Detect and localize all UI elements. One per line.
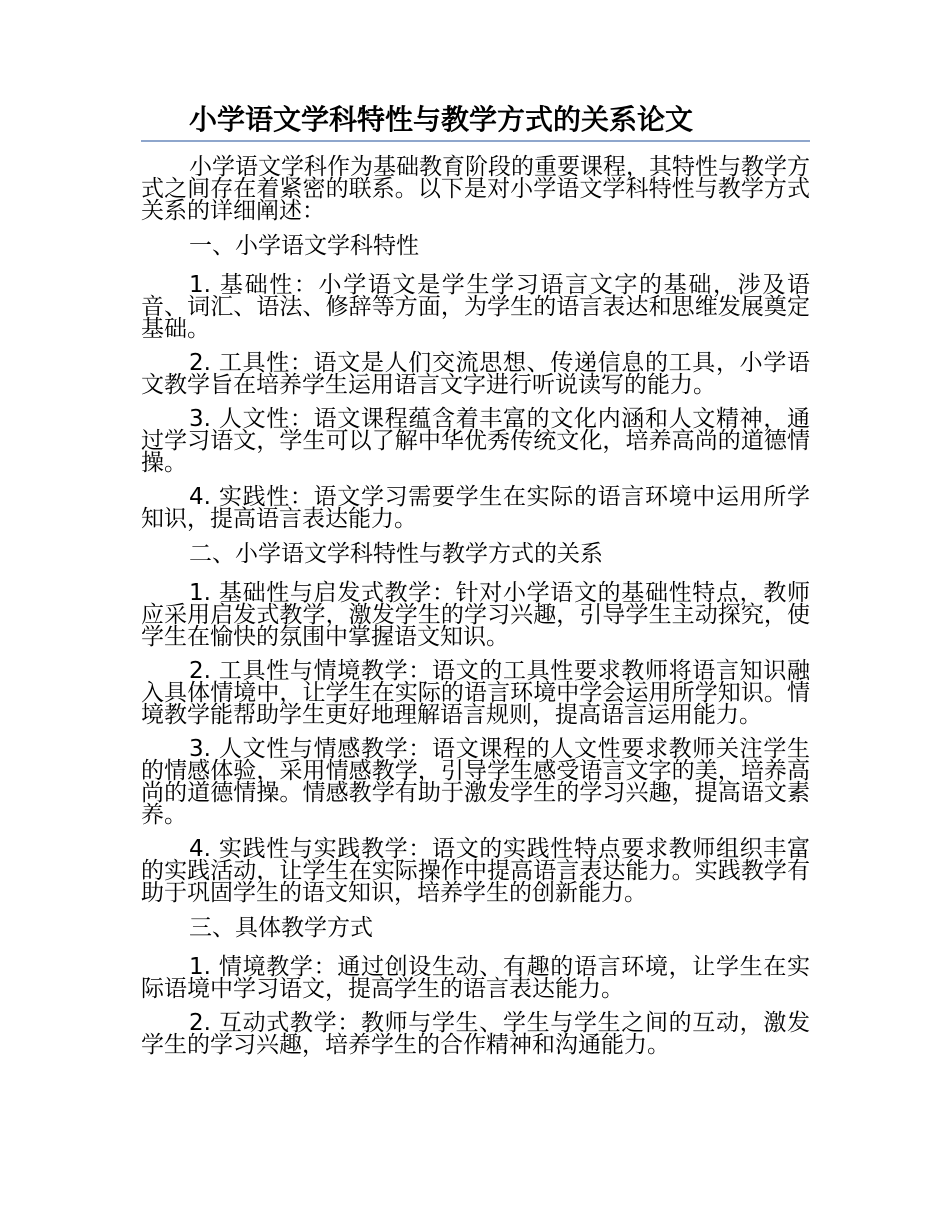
title-underline: [141, 140, 810, 142]
section-heading-2: 二、小学语文学科特性与教学方式的关系: [189, 541, 603, 567]
paragraph: 4. 实践性与实践教学：语文的实践性特点要求教师组织丰富的实践活动，让学生在实际操作中提高语言表达能力。实践教学有助于巩固学生的语文知识，培养学生的创新能力。: [141, 836, 810, 906]
paragraph: 2. 工具性与情境教学：语文的工具性要求教师将语言知识融入具体情境中，让学生在实际的语言环境中学会运用所学知识。情境教学能帮助学生更好地理解语言规则，提高语言运用能力。: [141, 658, 810, 728]
section-heading-1: 一、小学语文学科特性: [189, 233, 419, 259]
document-title: 小学语文学科特性与教学方式的关系论文: [189, 103, 694, 136]
paragraph: 3. 人文性与情感教学：语文课程的人文性要求教师关注学生的情感体验，采用情感教学，引导学生感受语言文字的美，培养高尚的道德情操。情感教学有助于激发学生的学习兴趣，提高语文素养。: [141, 736, 810, 828]
paragraph: 1. 情境教学：通过创设生动、有趣的语言环境，让学生在实际语境中学习语文，提高学生的语言表达能力。: [141, 954, 810, 1002]
paragraph: 2. 互动式教学：教师与学生、学生与学生之间的互动，激发学生的学习兴趣，培养学生的合作精神和沟通能力。: [141, 1010, 810, 1058]
section-heading-3: 三、具体教学方式: [189, 915, 373, 941]
document-page: [141, 100, 810, 1068]
paragraph: 1. 基础性：小学语文是学生学习语言文字的基础，涉及语音、词汇、语法、修辞等方面，为学生的语言表达和思维发展奠定基础。: [141, 272, 810, 342]
paragraph: 2. 工具性：语文是人们交流思想、传递信息的工具，小学语文教学旨在培养学生运用语言文字进行听说读写的能力。: [141, 350, 810, 398]
paragraph: 3. 人文性：语文课程蕴含着丰富的文化内涵和人文精神，通过学习语文，学生可以了解中华优秀传统文化，培养高尚的道德情操。: [141, 406, 810, 476]
intro-paragraph: 小学语文学科作为基础教育阶段的重要课程，其特性与教学方式之间存在着紧密的联系。以下是对小学语文学科特性与教学方式关系的详细阐述：: [141, 154, 810, 224]
paragraph: 1. 基础性与启发式教学：针对小学语文的基础性特点，教师应采用启发式教学，激发学生的学习兴趣，引导学生主动探究，使学生在愉快的氛围中掌握语文知识。: [141, 580, 810, 650]
paragraph: 4. 实践性：语文学习需要学生在实际的语言环境中运用所学知识，提高语言表达能力。: [141, 484, 810, 532]
